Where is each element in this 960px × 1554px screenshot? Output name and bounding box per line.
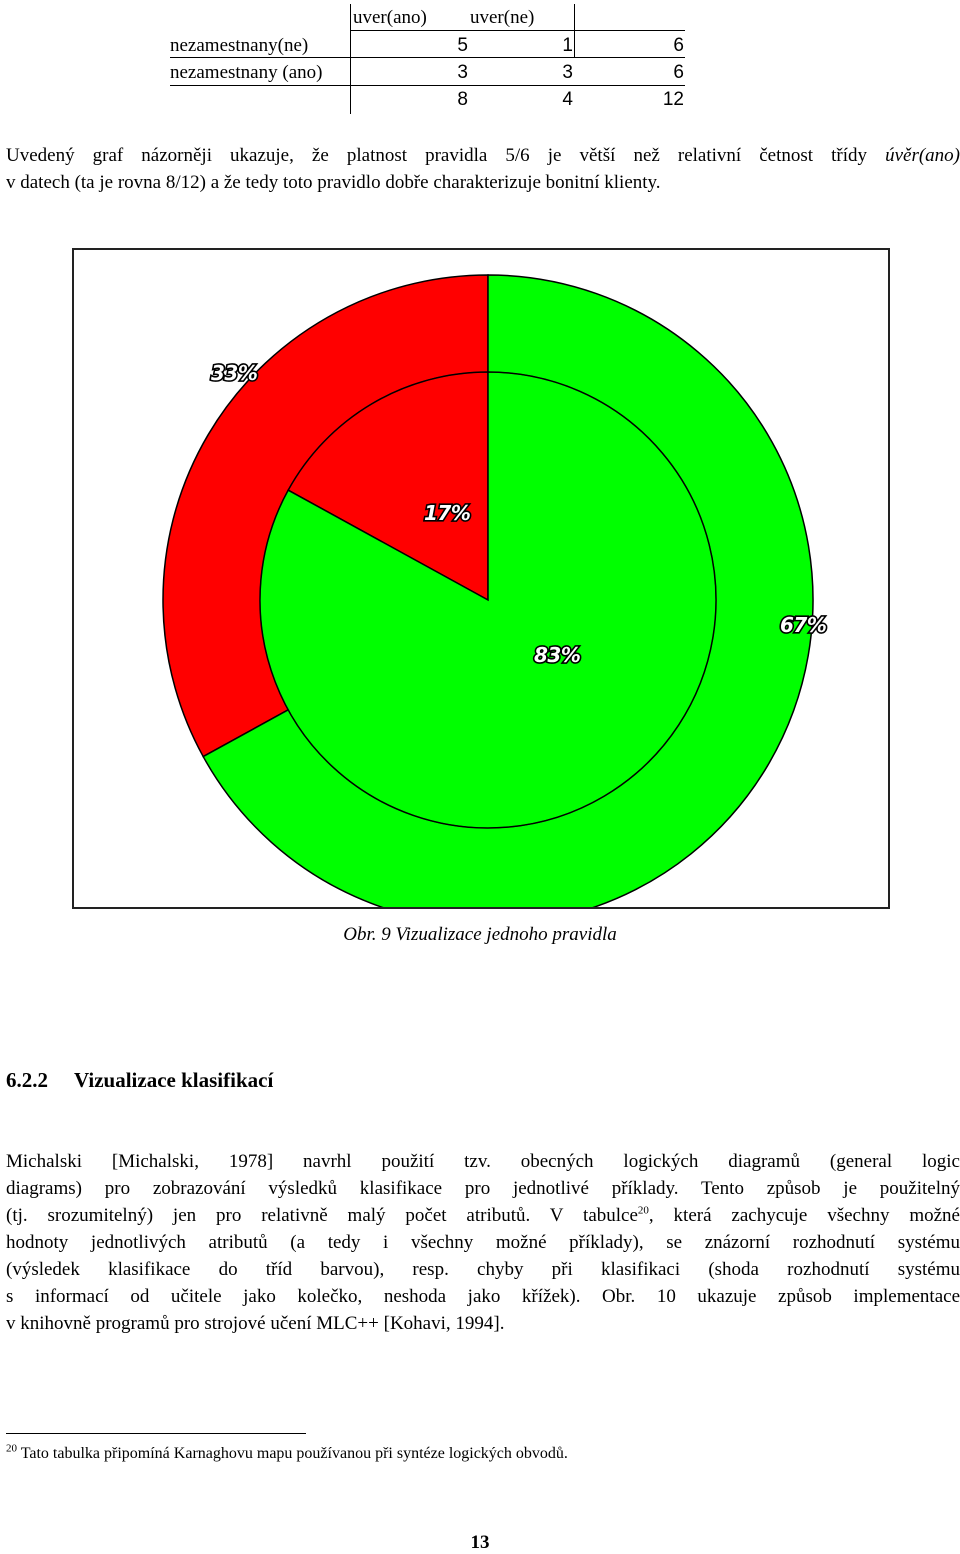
paragraph-line: hodnoty jednotlivých atributů (a tedy i všechny možné příklady), se znázorní rozhodnutí systému	[6, 1232, 960, 1253]
paragraph-line: diagrams) pro zobrazování výsledků klasifikace pro jednotlivé příklady. Tento způsob je použitelný	[6, 1178, 960, 1199]
paragraph-line: Michalski [Michalski, 1978] navrhl použití tzv. obecných logických diagramů (general logic	[6, 1151, 960, 1172]
chart-frame	[72, 248, 890, 909]
paragraph-text: Uvedený graf názorněji ukazuje, že platnost pravidla 5/6 je větší než relativní četnost třídy	[6, 145, 868, 166]
outer-slice-label: 33%	[211, 361, 258, 385]
footnote-divider	[6, 1433, 306, 1434]
table-col-header: uver(ne)	[470, 7, 535, 28]
paragraph-text: (tj. srozumitelný) jen pro relativně malý počet atributů. V tabulce	[6, 1205, 638, 1226]
table-cell: 1	[562, 35, 573, 56]
page-number: 13	[470, 1532, 490, 1553]
section-heading	[6, 1068, 273, 1093]
outer-slice-label: 67%	[780, 613, 827, 637]
section-title: Vizualizace klasifikací	[74, 1068, 274, 1092]
paragraph-line: (výsledek klasifikace do tříd barvou), resp. chyby při klasifikaci (shoda rozhodnutí systému	[6, 1259, 960, 1280]
table-cell: 6	[673, 62, 684, 83]
paragraph-italic-term: úvěr(ano)	[885, 145, 960, 166]
table-cell: 3	[457, 62, 468, 83]
table-row	[0, 32, 960, 59]
contingency-table	[0, 0, 960, 115]
paragraph-line: s informací od učitele jako kolečko, neshoda jako křížek). Obr. 10 ukazuje způsob implementace	[6, 1286, 960, 1307]
table-row	[0, 86, 960, 113]
inner-slice-label: 83%	[534, 643, 581, 667]
paragraph-intro-line	[6, 142, 960, 169]
footnote-ref: 20	[637, 1204, 649, 1217]
table-cell: 3	[562, 62, 573, 83]
table-row-label: nezamestnany (ano)	[170, 62, 323, 83]
table-col-header: uver(ano)	[353, 7, 427, 28]
table-cell: 4	[562, 89, 573, 110]
nested-pie-chart	[74, 250, 888, 907]
table-cell: 12	[662, 89, 684, 110]
paragraph-text: , která zachycuje všechny možné	[648, 1205, 960, 1226]
section-number: 6.2.2	[6, 1068, 48, 1092]
table-row	[0, 59, 960, 86]
table-row-label: nezamestnany(ne)	[170, 35, 309, 56]
paragraph-line: v knihovně programů pro strojové učení MLC++ [Kohavi, 1994].	[6, 1313, 505, 1334]
figure-caption: Obr. 9 Vizualizace jednoho pravidla	[343, 924, 617, 945]
table-cell: 6	[673, 35, 684, 56]
table-cell: 8	[457, 89, 468, 110]
paragraph-intro-line: v datech (ta je rovna 8/12) a že tedy toto pravidlo dobře charakterizuje bonitní klienty.	[6, 172, 661, 193]
footnote-text: Tato tabulka připomíná Karnaghovu mapu používanou při syntéze logických obvodů.	[20, 1445, 568, 1462]
table-cell: 5	[457, 35, 468, 56]
inner-slice-label: 17%	[424, 501, 471, 525]
footnote-number: 20	[6, 1442, 17, 1455]
footnote	[6, 1442, 568, 1463]
paragraph-line	[6, 1202, 960, 1229]
